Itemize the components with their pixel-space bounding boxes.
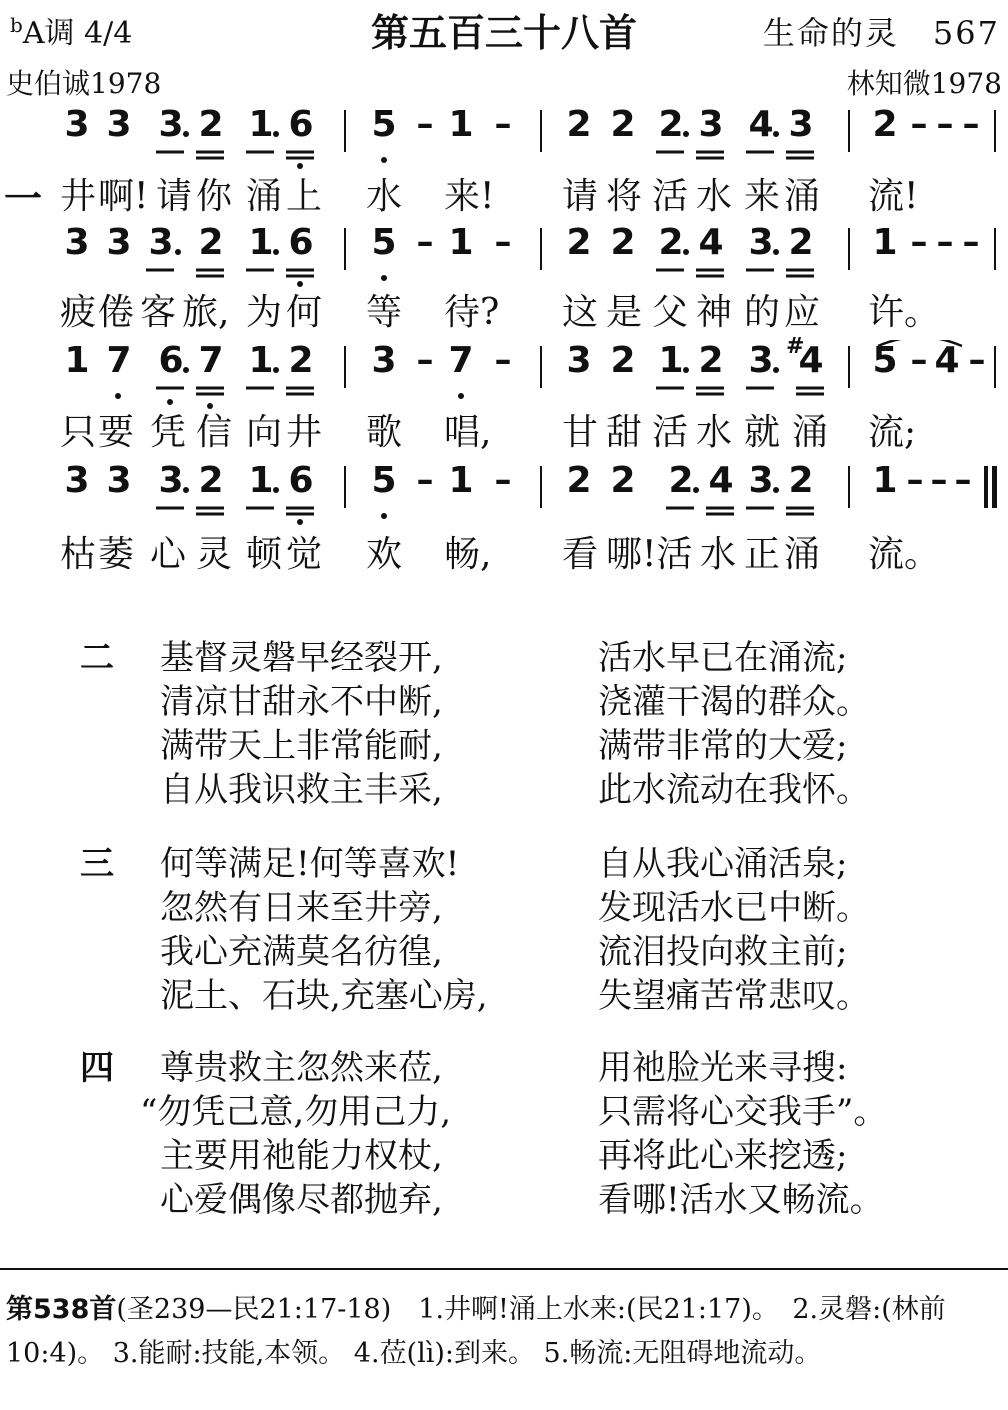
lyric-syllable: 这: [562, 292, 599, 333]
stanza-number: 四: [80, 1048, 114, 1088]
lyric-syllable: 甜: [606, 412, 643, 453]
note: 1: [658, 340, 684, 381]
stanza-line: 失望痛苦常悲叹。: [598, 976, 870, 1016]
note: 1: [448, 222, 474, 263]
note: 2: [198, 222, 224, 263]
lyric-syllable: 何: [286, 292, 323, 333]
notation-line-2: [0, 222, 1008, 292]
dash: –: [416, 460, 434, 500]
lyric-syllable: 唱,: [444, 412, 492, 453]
stanza-2: [0, 630, 1008, 810]
note: 2: [610, 340, 636, 381]
note: 2: [698, 340, 724, 381]
lyric-syllable: 顿: [246, 534, 283, 575]
lyric-syllable: 就: [744, 412, 781, 453]
stanza-line: 活水早已在涌流;: [598, 638, 848, 678]
note: 1: [64, 340, 90, 381]
note: 2: [610, 104, 636, 145]
dash: –: [416, 340, 434, 380]
stanza-line: 满带非常的大爱;: [598, 726, 848, 766]
barline: [344, 466, 346, 508]
lyric-syllable: 涌: [784, 176, 821, 217]
lyric-line-3: [0, 404, 1008, 453]
note: 1: [248, 222, 274, 263]
note: 7: [106, 340, 132, 381]
stanza-line: 自从我识救主丰采,: [160, 770, 443, 810]
stanza-line: 泥土、石块,充塞心房,: [160, 976, 488, 1016]
stanza-line: 自从我心涌活泉;: [598, 844, 848, 884]
note: 3: [698, 104, 724, 145]
dash: –: [954, 460, 972, 500]
note: 3: [748, 460, 774, 501]
notation-line-4: [0, 460, 1008, 530]
dash: –: [936, 222, 954, 262]
stanza-number: 三: [80, 844, 114, 884]
barline: [848, 228, 850, 270]
hymn-title: 第五百三十八首: [370, 11, 637, 55]
lyric-syllable: 看: [562, 534, 599, 575]
note: 6: [288, 104, 314, 145]
barline: [540, 110, 542, 152]
note: 1: [248, 104, 274, 145]
barline: [994, 228, 996, 270]
note: 2: [788, 222, 814, 263]
note: 5: [371, 222, 397, 263]
footnote-divider: [0, 1268, 1008, 1270]
lyric-syllable: 灵: [196, 534, 233, 575]
dash: –: [968, 340, 986, 380]
lyric-syllable: 水: [700, 534, 737, 575]
lyric-syllable: 请: [156, 176, 193, 217]
lyric-syllable: 上: [286, 176, 323, 217]
note: 4: [708, 460, 734, 501]
lyric-syllable: 哪!活: [606, 534, 693, 575]
stanza-line: 忽然有日来至井旁,: [160, 888, 443, 928]
stanza-line: 我心充满莫名彷徨,: [160, 932, 443, 972]
note: 1: [872, 222, 898, 263]
note: 7: [198, 340, 224, 381]
barline: [540, 346, 542, 388]
dash: –: [494, 460, 512, 500]
note: 1: [448, 460, 474, 501]
lyric-syllable: 甘: [562, 412, 599, 453]
dash: –: [416, 222, 434, 262]
lyric-syllable: 水: [696, 176, 733, 217]
dash: –: [936, 104, 954, 144]
note: 2: [610, 460, 636, 501]
stanza-line: 满带天上非常能耐,: [160, 726, 443, 766]
lyric-syllable: 流。: [868, 534, 941, 575]
lyric-syllable: 你: [196, 176, 233, 217]
note: 5: [872, 340, 898, 381]
note: 4: [934, 340, 960, 381]
note: 3: [158, 460, 184, 501]
note: 3: [748, 222, 774, 263]
lyric-syllable: 许。: [868, 292, 941, 333]
stanza-line: 清凉甘甜永不中断,: [160, 682, 443, 722]
lyric-line-1: [0, 168, 1008, 221]
stanza-line: 此水流动在我怀。: [598, 770, 870, 810]
dash: –: [494, 104, 512, 144]
dash: –: [906, 460, 924, 500]
stanza-line: 发现活水已中断。: [598, 888, 870, 928]
note: 2: [668, 460, 694, 501]
lyric-syllable: 信: [196, 412, 233, 453]
stanza-line: 用祂脸光来寻搜:: [598, 1048, 848, 1088]
lyric-syllable: 活: [652, 176, 689, 217]
note: 6: [288, 460, 314, 501]
note: 3: [106, 460, 132, 501]
lyric-syllable: 畅,: [444, 534, 492, 575]
dash: –: [930, 460, 948, 500]
dash: –: [416, 104, 434, 144]
dash: –: [910, 104, 928, 144]
lyric-syllable: 的: [744, 292, 781, 333]
footnote-text: (圣239—民21:17-18) 1.井啊!涌上水来:(民21:17)。 2.灵磐:(林前10:4)。 3.能耐:技能,本领。 4.莅(lì):到来。 5.畅流:无阻碍地流动。: [6, 1294, 946, 1369]
lyric-syllable: 父: [652, 292, 689, 333]
note: 3: [748, 340, 774, 381]
key-text: A调 4/4: [22, 16, 133, 51]
lyric-syllable: 疲: [60, 292, 97, 333]
lyric-syllable: 水: [366, 176, 403, 217]
book-number: 生命的灵 567: [762, 14, 1000, 52]
stanza-line: 浇灌干渴的群众。: [598, 682, 870, 722]
note: 1: [248, 460, 274, 501]
note: 2: [658, 222, 684, 263]
lyric-syllable: 向: [246, 412, 283, 453]
note: 7: [448, 340, 474, 381]
lyric-syllable: 等: [366, 292, 403, 333]
note: 3: [158, 104, 184, 145]
note: 3: [64, 104, 90, 145]
note: 3: [64, 222, 90, 263]
lyric-syllable: 涌: [784, 534, 821, 575]
note: 2: [872, 104, 898, 145]
note: 2: [566, 460, 592, 501]
stanza-line: 看哪!活水又畅流。: [598, 1180, 884, 1220]
sharp-sign: #: [786, 334, 805, 359]
stanza-line: 何等满足!何等喜欢!: [160, 844, 460, 884]
note: 3: [106, 104, 132, 145]
dash: –: [494, 222, 512, 262]
lyric-syllable: 枯: [60, 534, 97, 575]
verse-number: 一: [4, 177, 43, 221]
barline: [848, 110, 850, 152]
lyric-syllable: 井: [60, 176, 97, 217]
note: 6: [158, 340, 184, 381]
lyric-syllable: 水: [696, 412, 733, 453]
lyric-syllable: 流!: [868, 176, 919, 217]
barline: [344, 110, 346, 152]
note: 5: [371, 460, 397, 501]
barline: [344, 346, 346, 388]
dash: –: [962, 222, 980, 262]
stanza-line: 流泪投向救主前;: [598, 932, 848, 972]
note: 3: [566, 340, 592, 381]
note: 1: [248, 340, 274, 381]
lyric-syllable: 来: [744, 176, 781, 217]
barline: [344, 228, 346, 270]
lyric-syllable: 神: [696, 292, 733, 333]
composer: 林知微1978: [846, 67, 1002, 100]
dash: –: [494, 340, 512, 380]
note: 3: [371, 340, 397, 381]
lyric-syllable: 欢: [366, 534, 403, 575]
note: 2: [198, 104, 224, 145]
dash: –: [910, 340, 928, 380]
stanza-3: [0, 836, 1008, 1016]
barline: [848, 466, 850, 508]
lyricist: 史伯诚1978: [6, 67, 162, 100]
dash: –: [962, 104, 980, 144]
lyric-syllable: 歌: [366, 412, 403, 453]
note: 2: [566, 222, 592, 263]
barline: [994, 110, 996, 152]
stanza-line: “勿凭己意,勿用己力,: [140, 1092, 451, 1132]
note: 4: [748, 104, 774, 145]
stanza-line: 只需将心交我手”。: [598, 1092, 888, 1132]
note: 3: [148, 222, 174, 263]
lyric-syllable: 井: [286, 412, 323, 453]
barline: [848, 346, 850, 388]
lyric-syllable: 是: [606, 292, 643, 333]
note: 3: [106, 222, 132, 263]
lyric-syllable: 萎: [98, 534, 135, 575]
note: 4: [698, 222, 724, 263]
note: 2: [658, 104, 684, 145]
lyric-syllable: 倦: [98, 292, 135, 333]
note: 2: [610, 222, 636, 263]
note: 3: [788, 104, 814, 145]
note: 5: [371, 104, 397, 145]
lyric-syllable: 为: [246, 292, 283, 333]
final-barline: [992, 466, 997, 508]
stanza-line: 基督灵磐早经裂开,: [160, 638, 443, 678]
lyric-syllable: 涌: [246, 176, 283, 217]
note: 2: [288, 340, 314, 381]
lyric-syllable: 活: [652, 412, 689, 453]
lyric-syllable: 请: [562, 176, 599, 217]
lyric-syllable: 应: [784, 292, 821, 333]
stanza-line: 主要用祂能力权杖,: [160, 1136, 443, 1176]
note: 2: [788, 460, 814, 501]
flat-sign: b: [10, 13, 23, 37]
dash: –: [910, 222, 928, 262]
stanza-4: [0, 1040, 1008, 1220]
lyric-syllable: 啊!: [98, 176, 149, 217]
stanza-line: 心爱偶像尽都抛弃,: [160, 1180, 443, 1220]
lyric-line-4: [0, 526, 1008, 575]
lyric-syllable: 来!: [444, 176, 495, 217]
lyric-syllable: 待?: [444, 292, 500, 333]
lyric-syllable: 将: [606, 176, 643, 217]
barline: [540, 228, 542, 270]
lyric-syllable: 流;: [868, 412, 917, 453]
lyric-syllable: 心: [150, 534, 187, 575]
stanza-line: 再将此心来挖透;: [598, 1136, 848, 1176]
note: 3: [64, 460, 90, 501]
notation-line-3: [0, 334, 1008, 410]
lyric-syllable: 觉: [286, 534, 323, 575]
barline: [994, 346, 996, 388]
note: 2: [566, 104, 592, 145]
stanza-line: 尊贵救主忽然来莅,: [160, 1048, 443, 1088]
note: 6: [288, 222, 314, 263]
note: 2: [198, 460, 224, 501]
notation-line-1: [0, 104, 1008, 174]
lyric-syllable: 凭: [150, 412, 187, 453]
lyric-syllable: 涌: [792, 412, 829, 453]
footnote: [6, 1288, 1006, 1376]
lyric-line-2: [0, 284, 1008, 333]
note: 4: [798, 340, 824, 381]
lyric-syllable: 只: [60, 412, 97, 453]
barline: [986, 466, 988, 508]
lyric-syllable: 正: [744, 534, 781, 575]
lyric-syllable: 客: [140, 292, 177, 333]
stanza-number: 二: [80, 638, 114, 678]
note: 1: [448, 104, 474, 145]
footnote-label: 第538首: [6, 1294, 117, 1325]
lyric-syllable: 要: [98, 412, 135, 453]
barline: [540, 466, 542, 508]
lyric-syllable: 旅,: [182, 292, 230, 333]
note: 1: [872, 460, 898, 501]
